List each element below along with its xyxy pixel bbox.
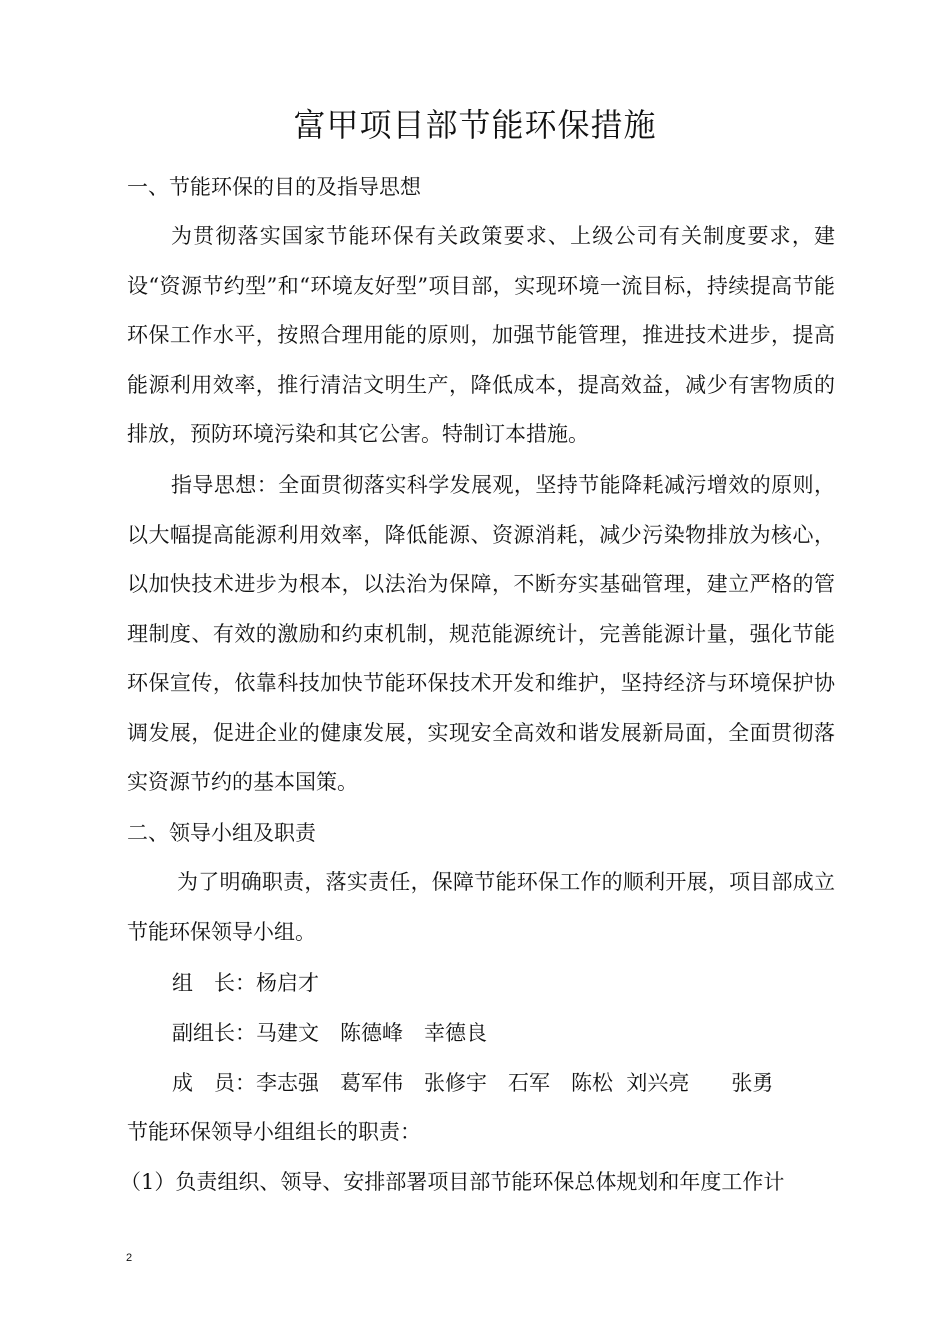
section2-paragraph1: 为了明确职责，落实责任，保障节能环保工作的顺利开展，项目部成立节能环保领导小组。 bbox=[127, 870, 835, 944]
deputy-leaders-line: 副组长：马建文 陈德峰 幸德良 bbox=[172, 1021, 487, 1045]
document-title: 富甲项目部节能环保措施 bbox=[293, 106, 657, 144]
section1-paragraph1: 为贯彻落实国家节能环保有关政策要求、上级公司有关制度要求，建设“资源节约型”和“环境友好型”项目部，实现环境一流目标，持续提高节能环保工作水平，按照合理用能的原则，加强节能管理，推进技术进步，提高能源利用效率，推行清洁文明生产，降低成本，提高效益，减少有害物质的排放，预防环境污染和其它公害。特制订本措施。 bbox=[127, 224, 835, 446]
duties-heading: 节能环保领导小组组长的职责： bbox=[127, 1120, 421, 1144]
page-number: 2 bbox=[126, 1252, 133, 1264]
duty-item-1: （1）负责组织、领导、安排部署项目部节能环保总体规划和年度工作计 bbox=[120, 1170, 785, 1194]
section1-paragraph2: 指导思想：全面贯彻落实科学发展观，坚持节能降耗减污增效的原则，以大幅提高能源利用效率，降低能源、资源消耗，减少污染物排放为核心，以加快技术进步为根本，以法治为保障，不断夯实基础管理，建立严格的管理制度、有效的激励和约束机制，规范能源统计，完善能源计量，强化节能环保宣传，依靠科技加快节能环保技术开发和维护，坚持经济与环境保护协调发展，促进企业的健康发展，实现安全高效和谐发展新局面，全面贯彻落实资源节约的基本国策。 bbox=[127, 473, 835, 794]
members-line: 成 员：李志强 葛军伟 张修宇 石军 陈松 刘兴亮 张勇 bbox=[172, 1071, 774, 1095]
section1-heading: 一、节能环保的目的及指导思想 bbox=[127, 175, 421, 199]
group-leader-line: 组 长：杨启才 bbox=[172, 971, 319, 995]
section2-heading: 二、领导小组及职责 bbox=[127, 821, 316, 845]
